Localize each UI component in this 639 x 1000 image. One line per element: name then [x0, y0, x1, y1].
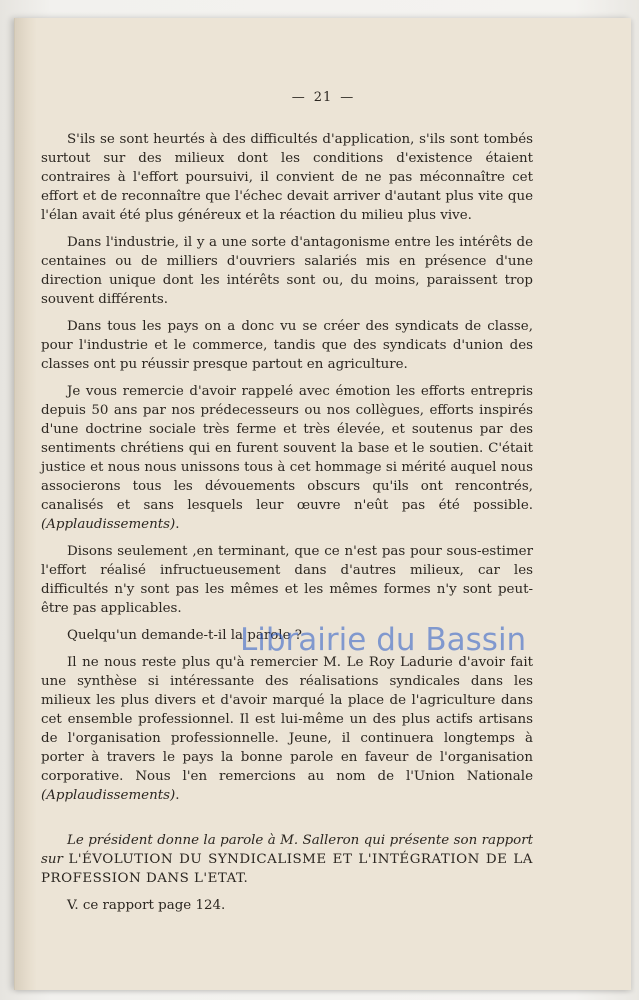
paragraph-3: Dans tous les pays on a donc vu se créer des syndicats de classe, pour l'industrie et le commerce, tandis que des syndicats d'union des classes ont pu réussir presque partout en agriculture.: [41, 319, 533, 372]
report-title: L'ÉVOLUTION DU SYNDICALISME ET L'INTÉGRATION DE LA PROFESSION DANS L'ETAT.: [41, 852, 533, 886]
page-number: — 21 —: [291, 90, 355, 105]
paragraph-1: S'ils se sont heurtés à des difficultés d'application, s'ils sont tombés surtout sur des milieux dont les conditions d'existence étaient contraires à l'effort poursuivi, il convient de ne pas méconnaître cet effort et de reconnaître que l'échec devait arriver d'autant plus vite que l'élan avait été plus généreux et la réaction du milieu plus vive.: [41, 132, 533, 223]
paragraph-4-text: Je vous remercie d'avoir rappelé avec émotion les efforts entrepris depuis 50 ans par nos prédecesseurs ou nos collègues, efforts inspirés d'une doctrine sociale très ferme et très élevée, et soutenus par des sentiments chrétiens qui en furent souvent la base et le soutien. C'était justice et nous nous unissons tous à cet hommage si mérité auquel nous associerons tous les dévouements obscurs qu'ils ont rencontrés, canalisés et sans lesquels leur œuvre n'eût pas été possible.: [41, 384, 533, 513]
applause-2: (Applaudissements): [41, 788, 176, 803]
report-announcement: [41, 831, 533, 888]
paragraph-7-text: Il ne nous reste plus qu'à remercier M. Le Roy Ladurie d'avoir fait une synthèse si intéressante des réalisations syndicales dans les milieux les plus divers et d'avoir marqué la place de l'agriculture dans cet ensemble professionnel. Il est lui-même un des plus actifs artisans de l'organisation professionnelle. Jeune, il continuera longtemps à porter à travers le pays la bonne parole en faveur de l'organisation corporative. Nous l'en remercions au nom de l'Union Nationale: [41, 655, 533, 784]
paragraph-5: Disons seulement ,en terminant, que ce n'est pas pour sous-estimer l'effort réalisé infructueusement dans d'autres milieux, car les difficultés n'y sont pas les mêmes et les mêmes formes n'y sont peut-être pas applicables.: [41, 544, 533, 616]
report-reference: V. ce rapport page 124.: [67, 898, 226, 913]
paragraph-7-period: .: [175, 788, 180, 803]
paragraph-4-period: .: [175, 517, 180, 532]
watermark-logo: Librairie du Bassin: [240, 622, 527, 658]
paragraph-7: [41, 653, 533, 805]
book-page: [14, 18, 631, 990]
applause-1: (Applaudissements): [41, 517, 176, 532]
report-intro: Le président donne la parole à M. Salleron qui présente son rapport sur: [41, 833, 533, 867]
paragraph-4: [41, 382, 533, 534]
paragraph-2: Dans l'industrie, il y a une sorte d'antagonisme entre les intérêts de centaines ou de milliers d'ouvriers salariés mis en présence d'une direction unique dont les intérêts sont ou, du moins, paraissent trop souvent différents.: [41, 235, 533, 307]
page-number-value: 21: [313, 90, 333, 105]
page-binding-edge: [15, 18, 37, 990]
paragraph-6: Quelqu'un demande-t-il la parole ?: [67, 628, 302, 643]
page-body: [41, 130, 533, 923]
